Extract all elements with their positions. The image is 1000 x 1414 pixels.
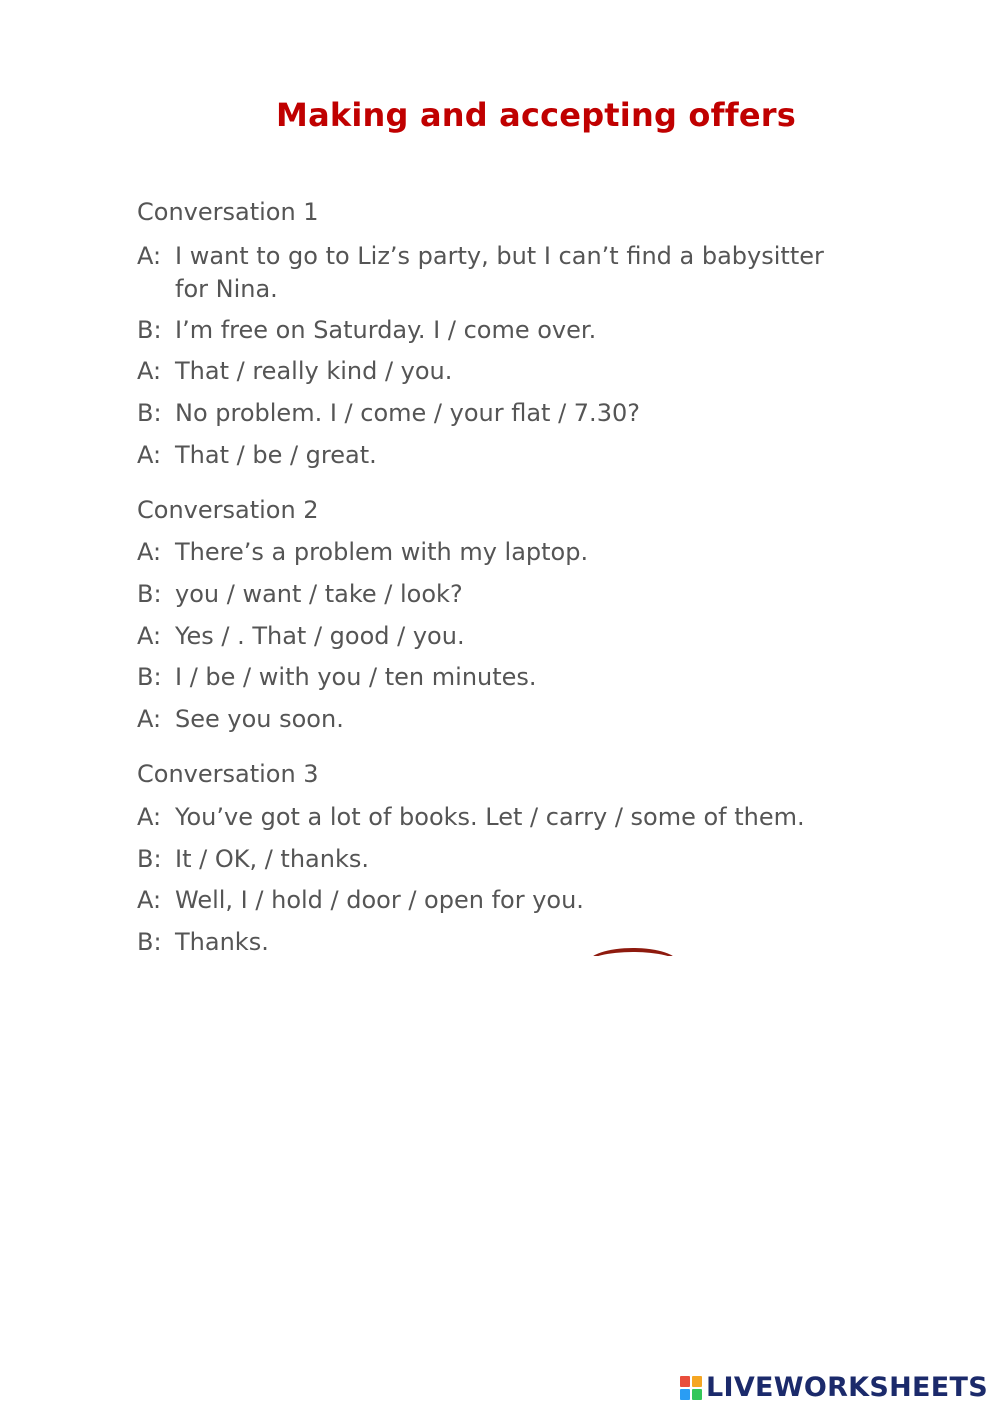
conversation-1-line-4 xyxy=(137,397,857,430)
conversation-3-line-3 xyxy=(137,884,857,917)
utterance: You’ve got a lot of books. Let / carry / some of them. xyxy=(175,803,805,831)
conversation-1-line-3 xyxy=(137,355,857,388)
utterance: That / really kind / you. xyxy=(175,357,453,385)
utterance: That / be / great. xyxy=(175,441,377,469)
speaker-label: B: xyxy=(137,316,162,344)
conversation-2-line-5 xyxy=(137,703,857,736)
conversation-3-line-1 xyxy=(137,801,857,834)
logo-tile-l xyxy=(680,1376,690,1387)
logo-tile-i xyxy=(692,1376,702,1387)
utterance: I / be / with you / ten minutes. xyxy=(175,663,537,691)
logo-tile-e xyxy=(692,1389,702,1400)
utterance: It / OK, / thanks. xyxy=(175,845,370,873)
speaker-label: A: xyxy=(137,242,162,270)
conversation-2-heading: Conversation 2 xyxy=(137,496,319,524)
conversation-3-line-4 xyxy=(137,926,857,959)
speaker-label: A: xyxy=(137,538,162,566)
speaker-label: A: xyxy=(137,705,162,733)
speaker-label: A: xyxy=(137,803,162,831)
utterance: Well, I / hold / door / open for you. xyxy=(175,886,584,914)
liveworksheets-logo xyxy=(680,1372,988,1403)
speaker-label: B: xyxy=(137,580,162,608)
conversation-1-line-2 xyxy=(137,314,857,347)
conversation-2-line-1 xyxy=(137,536,857,569)
image-edge xyxy=(588,948,678,956)
utterance: No problem. I / come / your flat / 7.30? xyxy=(175,399,640,427)
conversation-2-line-4 xyxy=(137,661,857,694)
utterance: I want to go to Liz’s party, but I can’t find a babysitter for Nina. xyxy=(175,242,824,303)
utterance: Yes / . That / good / you. xyxy=(175,622,465,650)
conversation-2-line-3 xyxy=(137,620,857,653)
worksheet-title: Making and accepting offers xyxy=(276,96,796,134)
conversation-1-heading: Conversation 1 xyxy=(137,198,319,226)
utterance: There’s a problem with my laptop. xyxy=(175,538,589,566)
utterance: Thanks. xyxy=(175,928,269,956)
speaker-label: B: xyxy=(137,399,162,427)
utterance: I’m free on Saturday. I / come over. xyxy=(175,316,597,344)
speaker-label: A: xyxy=(137,441,162,469)
cropped-image-fragment xyxy=(588,948,678,956)
speaker-label: A: xyxy=(137,357,162,385)
conversation-3-line-2 xyxy=(137,843,857,876)
speaker-label: B: xyxy=(137,845,162,873)
speaker-label: A: xyxy=(137,886,162,914)
utterance: See you soon. xyxy=(175,705,344,733)
conversation-3-heading: Conversation 3 xyxy=(137,760,319,788)
speaker-label: A: xyxy=(137,622,162,650)
utterance: you / want / take / look? xyxy=(175,580,463,608)
conversation-1-line-1 xyxy=(137,240,857,306)
conversation-2-line-2 xyxy=(137,578,857,611)
speaker-label: B: xyxy=(137,663,162,691)
liveworksheets-wordmark: LIVEWORKSHEETS xyxy=(705,1372,988,1403)
speaker-label: B: xyxy=(137,928,162,956)
conversation-1-line-5 xyxy=(137,439,857,472)
liveworksheets-icon xyxy=(680,1376,702,1400)
logo-tile-v xyxy=(680,1389,690,1400)
